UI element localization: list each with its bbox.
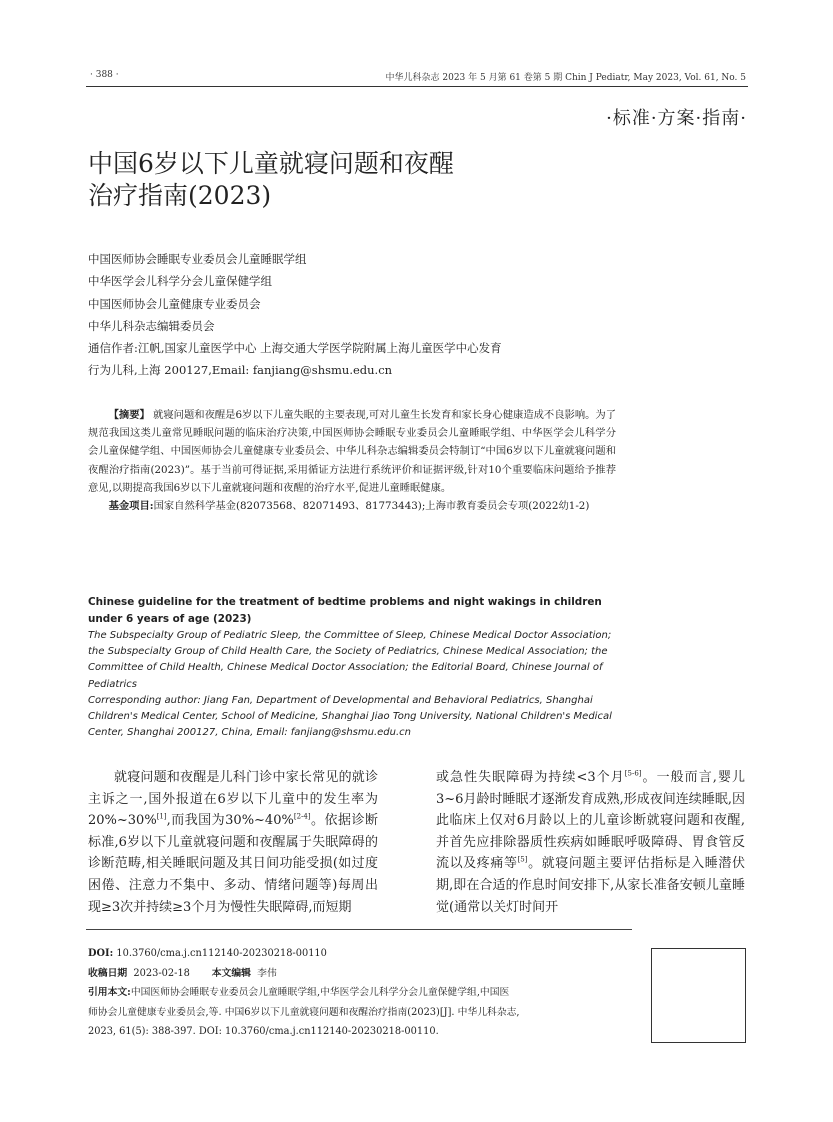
- title-line-2: 治疗指南(2023): [88, 181, 272, 210]
- author-group: 中国医师协会儿童健康专业委员会: [88, 296, 261, 311]
- body-text: 。就寝问题主要评估指标是入睡潜伏期,即在合适的作息时间安排下,从家长准备安顿儿童睡觉(通常以关灯时间开: [436, 856, 745, 915]
- footnotes: [88, 944, 634, 1042]
- abstract-text: 就寝问题和夜醒是6岁以下儿童失眠的主要表现,可对儿童生长发育和家长身心健康造成不良影响。为了规范我国这类儿童常见睡眠问题的临床治疗决策,中国医师协会睡眠专业委员会儿童睡眠学组、中华医学会儿科学分会儿童保健学组、中国医师协会儿童健康专业委员会、中华儿科杂志编辑委员会特制订“中国6岁以下儿童就寝问题和夜醒治疗指南(2023)”。基于当前可得证据,采用循证方法进行系统评价和证据评级,针对10个重要临床问题给予推荐意见,以期提高我国6岁以下儿童就寝问题和夜醒的治疗水平,促进儿童睡眠健康。: [88, 409, 617, 494]
- english-title: Chinese guideline for the treatment of bedtime problems and night wakings in children under 6 years of age (2023): [88, 596, 602, 625]
- author-groups: [88, 248, 502, 382]
- qr-code-box: [651, 948, 746, 1043]
- citation[interactable]: [1]: [156, 812, 167, 821]
- author-group: 中华医学会儿科学分会儿童保健学组: [88, 274, 272, 289]
- journal-info: 中华儿科杂志 2023 年 5 月第 61 卷第 5 期 Chin J Pediatr, May 2023, Vol. 61, No. 5: [385, 73, 746, 83]
- doi-label: DOI:: [88, 948, 114, 959]
- body-text: 。一般而言,婴儿3~6月龄时睡眠才逐渐发育成熟,形成夜间连续睡眠,因此临床上仅对6月龄以上的儿童诊断就寝问题和夜醒,并首先应排除器质性疾病如睡眠呼吸障碍、胃食管反流以及疼痛等: [436, 770, 745, 872]
- cite-label: 引用本文:: [88, 987, 131, 998]
- section-label: ·标准·方案·指南·: [606, 108, 747, 129]
- abstract-label: 【摘要】: [108, 409, 150, 421]
- doi-link[interactable]: 10.3760/cma.j.cn112140-20230218-00110: [116, 948, 327, 959]
- citation[interactable]: [5-6]: [624, 769, 642, 778]
- body-column-right: [436, 767, 745, 918]
- editor-name: 李伟: [257, 967, 277, 979]
- fund-label: 基金项目:: [108, 500, 154, 513]
- english-corresponding: Corresponding author: Jiang Fan, Department of Developmental and Behavioral Pediatrics, Shanghai Children's Medical Center, School of Medicine, Shanghai Jiao Tong University, National Children's Medical Center, Shanghai 200127, China, Email: fanjiang@shsmu.edu.cn: [88, 694, 612, 739]
- page-number: · 388 ·: [90, 70, 119, 80]
- citation[interactable]: [5]: [517, 856, 528, 865]
- body-text: ,而我国为30%~40%: [166, 813, 294, 829]
- author-group: 中华儿科杂志编辑委员会: [88, 318, 215, 333]
- body-column-left: [88, 767, 378, 918]
- received-date: 2023-02-18: [133, 967, 190, 979]
- editor-label: 本文编辑: [211, 967, 251, 979]
- abstract-zh: [88, 406, 616, 515]
- title-line-1: 中国6岁以下儿童就寝问题和夜醒: [88, 149, 454, 178]
- body-text: 或急性失眠障碍为持续<3个月: [436, 770, 625, 785]
- article-title: [88, 148, 454, 212]
- body-text: 就寝问题和夜醒是儿科门诊中家长常见的就诊主诉之一,国外报道在6岁以下儿童中的发生率为20%~30%: [88, 770, 378, 829]
- cite-text: 2023, 61(5): 388-397. DOI: 10.3760/cma.j.cn112140-20230218-00110.: [88, 1026, 439, 1037]
- header-rule: [86, 86, 748, 87]
- cite-text: 师协会儿童健康专业委员会,等. 中国6岁以下儿童就寝问题和夜醒治疗指南(2023)[J]. 中华儿科杂志,: [88, 1006, 520, 1018]
- citation[interactable]: [2-4]: [293, 812, 311, 821]
- abstract-en: [88, 594, 616, 741]
- cite-text: 中国医师协会睡眠专业委员会儿童睡眠学组,中华医学会儿科学分会儿童保健学组,中国医: [130, 987, 510, 998]
- english-authors: The Subspecialty Group of Pediatric Sleep, the Committee of Sleep, Chinese Medical Doctor Association; the Subspecialty Group of Child Health Care, the Society of Pediatrics, Chinese Medical Association; the Committee of Child Health, Chinese Medical Doctor Association; the Editorial Board, Chinese Journal of Pediatrics: [88, 630, 612, 690]
- correspondence-line: 行为儿科,上海 200127,Email: fanjiang@shsmu.edu.cn: [88, 363, 393, 378]
- body-text: 。依据诊断标准,6岁以下儿童就寝问题和夜醒属于失眠障碍的诊断范畴,相关睡眠问题及其日间功能受损(如过度困倦、注意力不集中、多动、情绪问题等)每周出现≥3次并持续≥3个月为慢性失眠障碍,而短期: [88, 813, 378, 915]
- correspondence-line: 通信作者:江帆,国家儿童医学中心 上海交通大学医学院附属上海儿童医学中心发育: [88, 341, 502, 356]
- fund-text: 国家自然科学基金(82073568、82071493、81773443);上海市教育委员会专项(2022幼1-2): [153, 500, 590, 513]
- received-label: 收稿日期: [88, 967, 128, 979]
- author-group: 中国医师协会睡眠专业委员会儿童睡眠学组: [88, 252, 307, 266]
- footnote-rule: [86, 929, 632, 930]
